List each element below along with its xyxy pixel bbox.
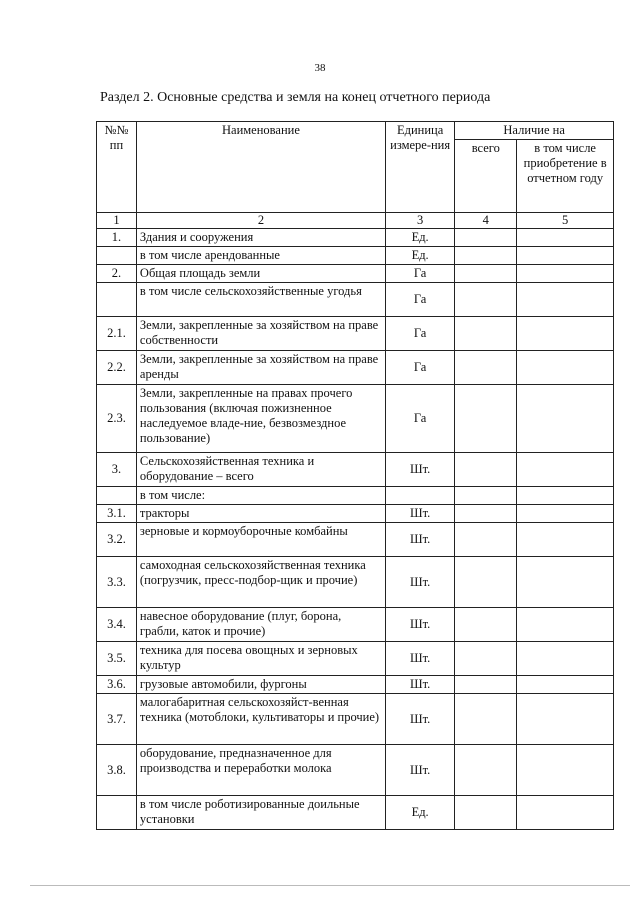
column-number: 1 (97, 213, 137, 229)
row-total-value (455, 453, 517, 487)
row-name: Сельскохозяйственная техника и оборудование – всего (136, 453, 385, 487)
assets-table (96, 121, 614, 830)
row-unit: Ед. (385, 796, 454, 830)
row-name: навесное оборудование (плуг, борона, грабли, каток и прочие) (136, 608, 385, 642)
row-number: 3.6. (97, 676, 137, 694)
table-row (97, 229, 614, 247)
row-acquired-value (517, 351, 614, 385)
table-row (97, 283, 614, 317)
row-number: 3.1. (97, 505, 137, 523)
page-bottom-rule (30, 885, 630, 886)
row-total-value (455, 229, 517, 247)
row-unit: Шт. (385, 745, 454, 796)
row-unit: Шт. (385, 523, 454, 557)
table-row (97, 505, 614, 523)
row-acquired-value (517, 505, 614, 523)
row-number: 2.2. (97, 351, 137, 385)
row-unit: Шт. (385, 557, 454, 608)
row-number: 1. (97, 229, 137, 247)
row-name: в том числе арендованные (136, 247, 385, 265)
row-name: тракторы (136, 505, 385, 523)
row-total-value (455, 385, 517, 453)
header-unit: Единица измере-ния (385, 122, 454, 213)
row-name: Земли, закрепленные за хозяйством на праве собственности (136, 317, 385, 351)
row-unit: Шт. (385, 694, 454, 745)
row-unit: Га (385, 351, 454, 385)
row-acquired-value (517, 317, 614, 351)
row-name: самоходная сельскохозяйственная техника (погрузчик, пресс-подбор-щик и прочие) (136, 557, 385, 608)
row-acquired-value (517, 229, 614, 247)
row-number (97, 283, 137, 317)
row-acquired-value (517, 676, 614, 694)
table-row (97, 453, 614, 487)
row-unit: Ед. (385, 229, 454, 247)
row-name: малогабаритная сельскохозяйст-венная техника (мотоблоки, культиваторы и прочие) (136, 694, 385, 745)
row-acquired-value (517, 247, 614, 265)
row-number: 3.4. (97, 608, 137, 642)
row-total-value (455, 642, 517, 676)
section-title: Раздел 2. Основные средства и земля на конец отчетного периода (100, 90, 491, 105)
row-number: 3.2. (97, 523, 137, 557)
row-total-value (455, 608, 517, 642)
row-acquired-value (517, 283, 614, 317)
row-number: 3.8. (97, 745, 137, 796)
row-total-value (455, 265, 517, 283)
row-acquired-value (517, 694, 614, 745)
row-acquired-value (517, 796, 614, 830)
row-number: 2.1. (97, 317, 137, 351)
row-total-value (455, 317, 517, 351)
header-total: всего (455, 140, 517, 213)
table-row (97, 796, 614, 830)
row-number: 2.3. (97, 385, 137, 453)
row-acquired-value (517, 265, 614, 283)
row-total-value (455, 557, 517, 608)
table-row (97, 247, 614, 265)
row-acquired-value (517, 487, 614, 505)
table-row (97, 694, 614, 745)
row-unit: Шт. (385, 642, 454, 676)
header-row (97, 122, 614, 140)
column-number: 2 (136, 213, 385, 229)
row-total-value (455, 351, 517, 385)
row-number: 3. (97, 453, 137, 487)
row-total-value (455, 796, 517, 830)
table-row (97, 676, 614, 694)
table-row (97, 523, 614, 557)
page-number: 38 (314, 62, 326, 74)
row-unit: Шт. (385, 676, 454, 694)
row-name: в том числе роботизированные доильные установки (136, 796, 385, 830)
row-unit: Шт. (385, 608, 454, 642)
row-acquired-value (517, 523, 614, 557)
row-total-value (455, 247, 517, 265)
row-number: 2. (97, 265, 137, 283)
column-number: 3 (385, 213, 454, 229)
table-row (97, 557, 614, 608)
row-unit: Ед. (385, 247, 454, 265)
row-name: оборудование, предназначенное для производства и переработки молока (136, 745, 385, 796)
table-row (97, 487, 614, 505)
row-total-value (455, 505, 517, 523)
row-unit: Га (385, 283, 454, 317)
column-number: 4 (455, 213, 517, 229)
row-number (97, 487, 137, 505)
row-unit: Га (385, 317, 454, 351)
column-number: 5 (517, 213, 614, 229)
row-acquired-value (517, 608, 614, 642)
row-name: зерновые и кормоуборочные комбайны (136, 523, 385, 557)
row-number (97, 796, 137, 830)
row-acquired-value (517, 385, 614, 453)
table-row (97, 745, 614, 796)
header-num: №№ пп (97, 122, 137, 213)
row-name: техника для посева овощных и зерновых культур (136, 642, 385, 676)
row-total-value (455, 487, 517, 505)
row-name: Земли, закрепленные на правах прочего пользования (включая пожизненное наследуемое владе-ние, безвозмездное пользование) (136, 385, 385, 453)
column-numbers-row (97, 213, 614, 229)
row-acquired-value (517, 642, 614, 676)
table-row (97, 608, 614, 642)
row-name: в том числе сельскохозяйственные угодья (136, 283, 385, 317)
row-total-value (455, 745, 517, 796)
row-name: Здания и сооружения (136, 229, 385, 247)
row-name: Общая площадь земли (136, 265, 385, 283)
row-unit (385, 487, 454, 505)
row-name: грузовые автомобили, фургоны (136, 676, 385, 694)
row-number: 3.7. (97, 694, 137, 745)
row-number: 3.5. (97, 642, 137, 676)
row-acquired-value (517, 453, 614, 487)
header-acquired: в том числе приобретение в отчетном году (517, 140, 614, 213)
row-name: в том числе: (136, 487, 385, 505)
header-availability: Наличие на (455, 122, 614, 140)
row-unit: Га (385, 265, 454, 283)
row-acquired-value (517, 745, 614, 796)
row-total-value (455, 283, 517, 317)
header-name: Наименование (136, 122, 385, 213)
table-row (97, 385, 614, 453)
table-row (97, 265, 614, 283)
row-name: Земли, закрепленные за хозяйством на праве аренды (136, 351, 385, 385)
row-number: 3.3. (97, 557, 137, 608)
row-unit: Шт. (385, 453, 454, 487)
table-row (97, 351, 614, 385)
table-row (97, 317, 614, 351)
row-unit: Шт. (385, 505, 454, 523)
row-total-value (455, 523, 517, 557)
table-row (97, 642, 614, 676)
row-unit: Га (385, 385, 454, 453)
row-acquired-value (517, 557, 614, 608)
row-total-value (455, 676, 517, 694)
row-total-value (455, 694, 517, 745)
row-number (97, 247, 137, 265)
